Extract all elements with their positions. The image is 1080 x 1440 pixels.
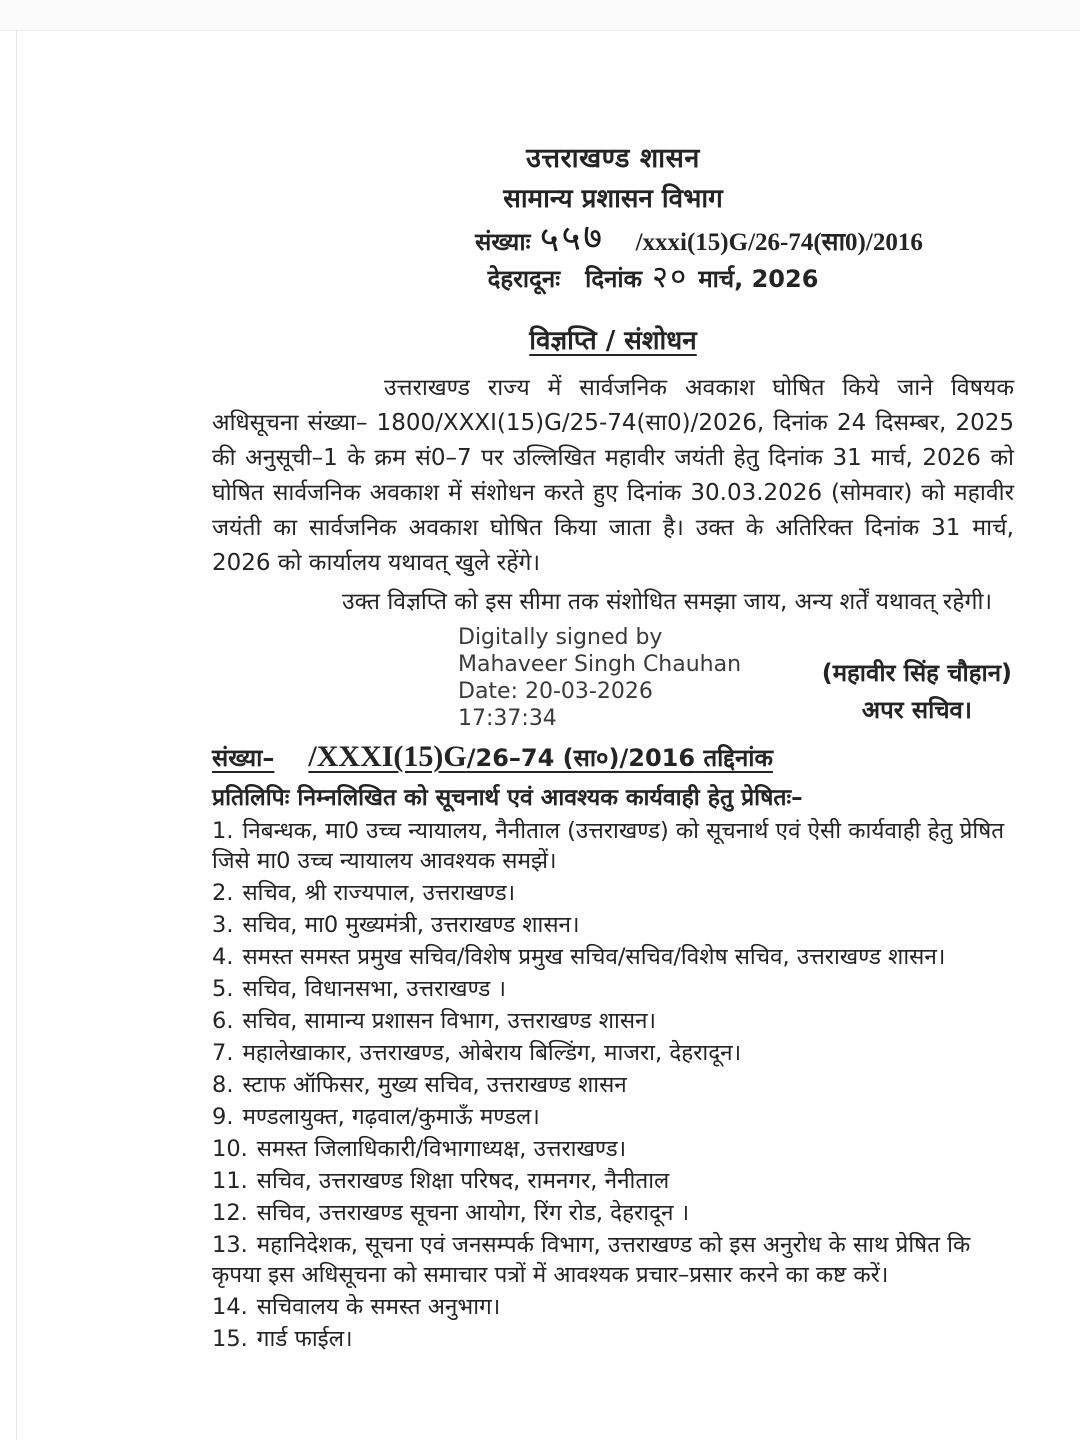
body-paragraph-2: उक्त विज्ञप्ति को इस सीमा तक संशोधित समझा जाय, अन्य शर्तें यथावत् रहेगी। <box>342 589 993 615</box>
handwritten-date: २० <box>651 258 689 296</box>
letter-number-ref: /xxxi(15)G/26-74(सा0)/2016 <box>635 229 923 256</box>
recipient-item: 3. सचिव, मा0 मुख्यमंत्री, उत्तराखण्ड शासन। <box>212 912 580 938</box>
digital-signature-line: Digitally signed by <box>458 625 663 650</box>
recipient-item: 8. स्टाफ ऑफिसर, मुख्य सचिव, उत्तराखण्ड शासन <box>212 1072 627 1098</box>
recipient-item: 11. सचिव, उत्तराखण्ड शिक्षा परिषद, रामनगर, नैनीताल <box>212 1168 670 1194</box>
digital-signature-line: 17:37:34 <box>458 706 557 731</box>
recipients-list <box>212 816 1014 1354</box>
copy-to-line: प्रतिलिपिः निम्नलिखित को सूचनार्थ एवं आवश्यक कार्यवाही हेतु प्रेषितः– <box>212 785 803 811</box>
subject-heading: विज्ञप्ति / संशोधन <box>529 326 697 356</box>
scan-edge-band <box>0 0 1080 31</box>
body-paragraph-1: उत्तराखण्ड राज्य में सार्वजनिक अवकाश घोषित किये जाने विषयक अधिसूचना संख्या– 1800/XXXI(15)G/25-74(सा0)/2026, दिनांक 24 दिसम्बर, 2025 की अनुसूची–1 के क्रम सं0–7 पर उल्लिखित महावीर जयंती हेतु दिनांक 31 मार्च, 2026 को घोषित सार्वजनिक अवकाश में संशोधन करते हुए दिनांक 30.03.2026 (सोमवार) को महावीर जयंती का सार्वजनिक अवकाश घोषित किया जाता है। उक्त के अतिरिक्त दिनांक 31 मार्च, 2026 को कार्यालय यथावत् खुले रहेंगे। <box>212 375 1014 576</box>
letter-number-line <box>212 215 1014 262</box>
recipient-item: 1. निबन्धक, मा0 उच्च न्यायालय, नैनीताल (उत्तराखण्ड) को सूचनार्थ एवं ऐसी कार्यवाही हेतु प्रेषित जिसे मा0 उच्च न्यायालय आवश्यक समझें। <box>212 818 1005 874</box>
recipient-item: 15. गार्ड फाईल। <box>212 1326 353 1352</box>
recipient-item: 6. सचिव, सामान्य प्रशासन विभाग, उत्तराखण्ड शासन। <box>212 1008 657 1034</box>
recipient-item: 10. समस्त जिलाधिकारी/विभागाध्यक्ष, उत्तराखण्ड। <box>212 1136 627 1162</box>
copy-ref-number-rest: /26–74 (सा०)/2016 <box>466 744 696 772</box>
recipient-item: 13. महानिदेशक, सूचना एवं जनसम्पर्क विभाग, उत्तराखण्ड को इस अनुरोध के साथ प्रेषित कि कृपया इस अधिसूचना को समाचार पत्रों में आवश्यक प्रचार–प्रसार करने का कष्ट करें। <box>212 1232 971 1288</box>
place-date-line <box>212 258 1014 296</box>
dept-title: सामान्य प्रशासन विभाग <box>503 184 723 214</box>
signature-block <box>212 624 1014 732</box>
digital-signature-line: Mahaveer Singh Chauhan <box>458 652 742 677</box>
recipient-item: 9. मण्डलायुक्त, गढ़वाल/कुमाऊँ मण्डल। <box>212 1104 540 1130</box>
digital-signature-line: Date: 20-03-2026 <box>458 679 653 704</box>
recipient-item: 2. सचिव, श्री राज्यपाल, उत्तराखण्ड। <box>212 880 516 906</box>
scan-edge-line <box>16 30 17 1440</box>
copy-ref-line <box>212 740 1014 774</box>
place-label: देहरादूनः <box>487 265 561 293</box>
handwritten-letter-number: ५५७ <box>539 215 607 262</box>
recipient-item: 12. सचिव, उत्तराखण्ड सूचना आयोग, रिंग रोड, देहरादून । <box>212 1200 690 1226</box>
letter-number-label: संख्याः <box>475 228 531 256</box>
signatory-name: (महावीर सिंह चौहान) <box>821 659 1012 687</box>
copy-ref-number-big: /XXXI(15)G <box>308 740 467 773</box>
document-content <box>212 138 1014 1354</box>
copy-ref-suffix: तद्दिनांक <box>703 744 773 772</box>
recipient-item: 4. समस्त समस्त प्रमुख सचिव/विशेष प्रमुख सचिव/सचिव/विशेष सचिव, उत्तराखण्ड शासन। <box>212 944 946 970</box>
org-title: उत्तराखण्ड शासन <box>526 143 700 174</box>
recipient-item: 5. सचिव, विधानसभा, उत्तराखण्ड । <box>212 976 506 1002</box>
recipient-item: 14. सचिवालय के समस्त अनुभाग। <box>212 1294 501 1320</box>
date-label: दिनांक <box>585 265 643 293</box>
recipient-item: 7. महालेखाकार, उत्तराखण्ड, ओबेराय बिल्डिंग, माजरा, देहरादून। <box>212 1040 742 1066</box>
date-rest: मार्च, 2026 <box>698 265 819 293</box>
digital-signature-text <box>458 624 741 732</box>
signatory-designation: अपर सचिव। <box>861 696 972 724</box>
copy-ref-label: संख्या– <box>212 744 275 772</box>
signatory <box>822 624 1012 726</box>
